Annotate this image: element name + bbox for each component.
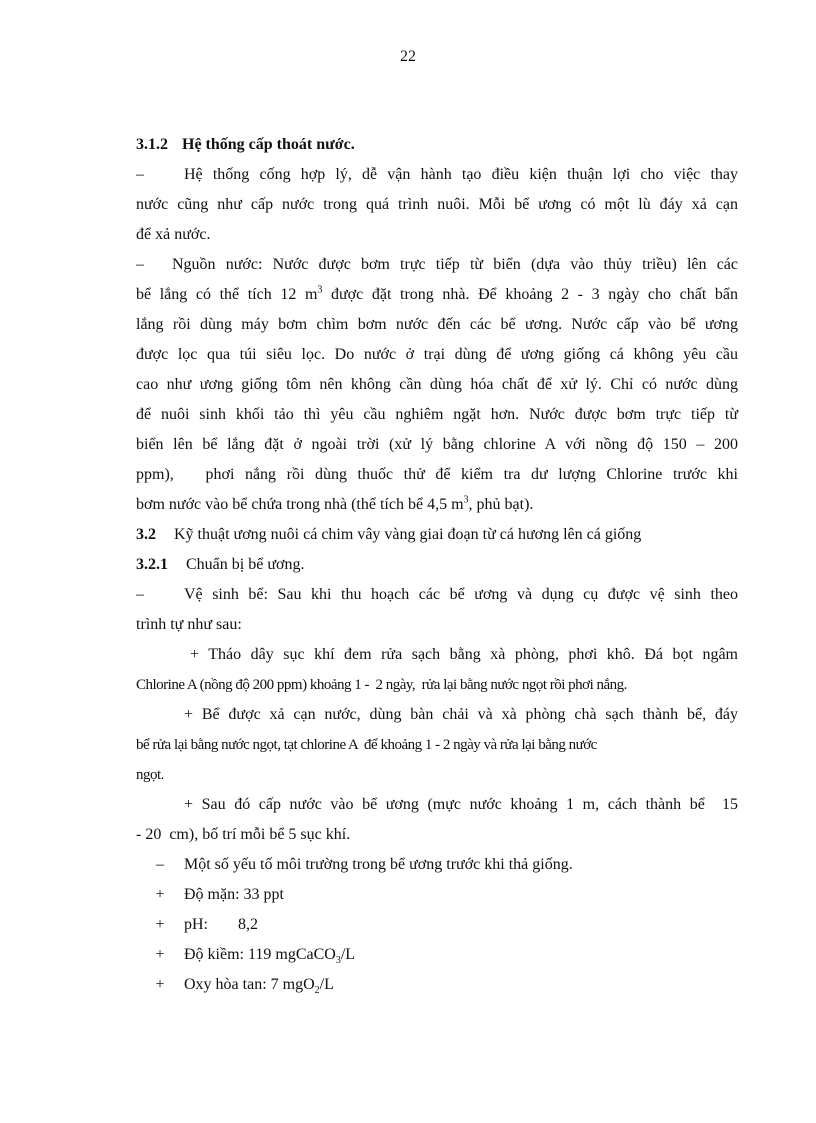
paragraph-line xyxy=(136,340,738,370)
section-number: 3.2.1 xyxy=(136,556,168,573)
paragraph-line xyxy=(136,640,738,670)
text-line: nước cũng như cấp nước trong quá trình nuôi. Mỗi bể ương có một lù đáy xả cạn xyxy=(136,196,738,213)
paragraph-line xyxy=(136,430,738,460)
paragraph-line xyxy=(136,460,738,490)
text-line: + Sau đó cấp nước vào bể ương (mực nước khoảng 1 m, cách thành bể 15 xyxy=(184,796,738,813)
plus-bullet: + xyxy=(155,886,165,903)
list-item-text: Độ kiềm: 119 mgCaCO xyxy=(184,946,336,963)
subscript: 3 xyxy=(335,955,341,967)
text-line: + Tháo dây sục khí đem rửa sạch bằng xà phòng, phơi khô. Đá bọt ngâm xyxy=(190,646,738,663)
paragraph-line xyxy=(136,190,738,220)
subscript: 2 xyxy=(314,985,320,997)
paragraph-line xyxy=(136,820,738,850)
text-line: bể lắng có thể tích 12 m xyxy=(136,286,318,303)
text-line: được đặt trong nhà. Để khoảng 2 - 3 ngày cho chất bẩn xyxy=(322,286,738,303)
list-item-value: 8,2 xyxy=(238,916,258,933)
text-line: bơm nước vào bể chứa trong nhà (thể tích bể 4,5 m xyxy=(136,496,464,513)
section-title: Chuẩn bị bể ương. xyxy=(186,556,305,573)
list-item-text: Oxy hòa tan: 7 mgO xyxy=(184,976,315,993)
superscript: 3 xyxy=(463,494,469,506)
list-item-text: Độ mặn: 33 ppt xyxy=(184,886,284,903)
paragraph-line xyxy=(136,670,738,700)
section-heading-3-2-1 xyxy=(136,550,738,580)
paragraph-line xyxy=(136,760,738,790)
text-line: Hệ thống cống hợp lý, dễ vận hành tạo điều kiện thuận lợi cho việc thay xyxy=(184,166,738,183)
text-line: bể rửa lại bằng nước ngọt, tạt chlorine A để khoảng 1 - 2 ngày và rửa lại bằng nước xyxy=(136,737,597,753)
paragraph-line xyxy=(136,220,738,250)
section-title: Hệ thống cấp thoát nước. xyxy=(182,136,355,153)
text-line: + Bể được xả cạn nước, dùng bàn chải và xà phòng chà sạch thành bể, đáy xyxy=(184,706,738,723)
text-line: Vệ sinh bể: Sau khi thu hoạch các bể ương và dụng cụ được vệ sinh theo xyxy=(184,586,738,603)
plus-bullet: + xyxy=(155,916,165,933)
document-body xyxy=(136,130,738,1000)
paragraph-line xyxy=(136,160,738,190)
section-title: Kỹ thuật ương nuôi cá chim vây vàng giai đoạn từ cá hương lên cá giống xyxy=(174,526,642,543)
text-line: , phủ bạt). xyxy=(468,496,534,513)
text-line: Chlorine A (nồng độ 200 ppm) khoảng 1 - 2 ngày, rửa lại bằng nước ngọt rồi phơi nắng. xyxy=(136,677,627,693)
text-line: để xả nước. xyxy=(136,226,211,243)
list-item-ph xyxy=(136,910,738,940)
section-number: 3.1.2 xyxy=(136,136,168,153)
paragraph-line xyxy=(136,580,738,610)
text-line: Nguồn nước: Nước được bơm trực tiếp từ biển (dựa vào thủy triều) lên các xyxy=(172,256,738,273)
dash-bullet: – xyxy=(136,256,144,273)
list-item-text: /L xyxy=(319,976,334,993)
paragraph-line xyxy=(136,490,738,520)
text-line: để nuôi sinh khối tảo thì yêu cầu nghiêm ngặt hơn. Nước được bơm trực tiếp từ xyxy=(136,406,738,423)
paragraph-line xyxy=(136,730,738,760)
list-item-alkalinity xyxy=(136,940,738,970)
page-number: 22 xyxy=(400,48,416,65)
paragraph-line xyxy=(136,790,738,820)
list-item-dissolved-oxygen xyxy=(136,970,738,1000)
text-line: biển lên bể lắng đặt ở ngoài trời (xử lý bằng chlorine A với nồng độ 150 – 200 xyxy=(136,436,738,453)
paragraph-line xyxy=(136,310,738,340)
paragraph-line xyxy=(136,700,738,730)
paragraph-line xyxy=(136,370,738,400)
text-line: được lọc qua túi siêu lọc. Do nước ở trại dùng để ương giống cá không yêu cầu xyxy=(136,346,738,363)
dash-bullet: – xyxy=(156,856,164,873)
list-item-text: /L xyxy=(340,946,356,963)
text-line: ngọt. xyxy=(136,767,164,783)
text-line: - 20 cm), bố trí mỗi bể 5 sục khí. xyxy=(136,826,351,843)
paragraph-line xyxy=(136,250,738,280)
section-heading-3-1-2 xyxy=(136,130,738,160)
list-item-salinity xyxy=(136,880,738,910)
section-heading-3-2 xyxy=(136,520,738,550)
text-line: trình tự như sau: xyxy=(136,616,242,633)
list-item-label: pH: xyxy=(184,916,208,933)
section-number: 3.2 xyxy=(136,526,156,543)
plus-bullet: + xyxy=(155,976,165,993)
dash-bullet: – xyxy=(136,586,144,603)
paragraph-line xyxy=(136,610,738,640)
dash-bullet: – xyxy=(136,166,144,183)
paragraph-line xyxy=(136,400,738,430)
plus-bullet: + xyxy=(155,946,165,963)
list-heading xyxy=(136,850,738,880)
text-line: ppm), phơi nắng rồi dùng thuốc thử để kiểm tra dư lượng Chlorine trước khi xyxy=(136,466,738,483)
text-line: cao như ương giống tôm nên không cần dùng hóa chất để xử lý. Chỉ có nước dùng xyxy=(136,376,738,393)
paragraph-line xyxy=(136,280,738,310)
superscript: 3 xyxy=(317,284,323,296)
text-line: Một số yếu tố môi trường trong bể ương trước khi thả giống. xyxy=(184,856,573,873)
text-line: lắng rồi dùng máy bơm chìm bơm nước đến các bể ương. Nước cấp vào bể ương xyxy=(136,316,738,333)
